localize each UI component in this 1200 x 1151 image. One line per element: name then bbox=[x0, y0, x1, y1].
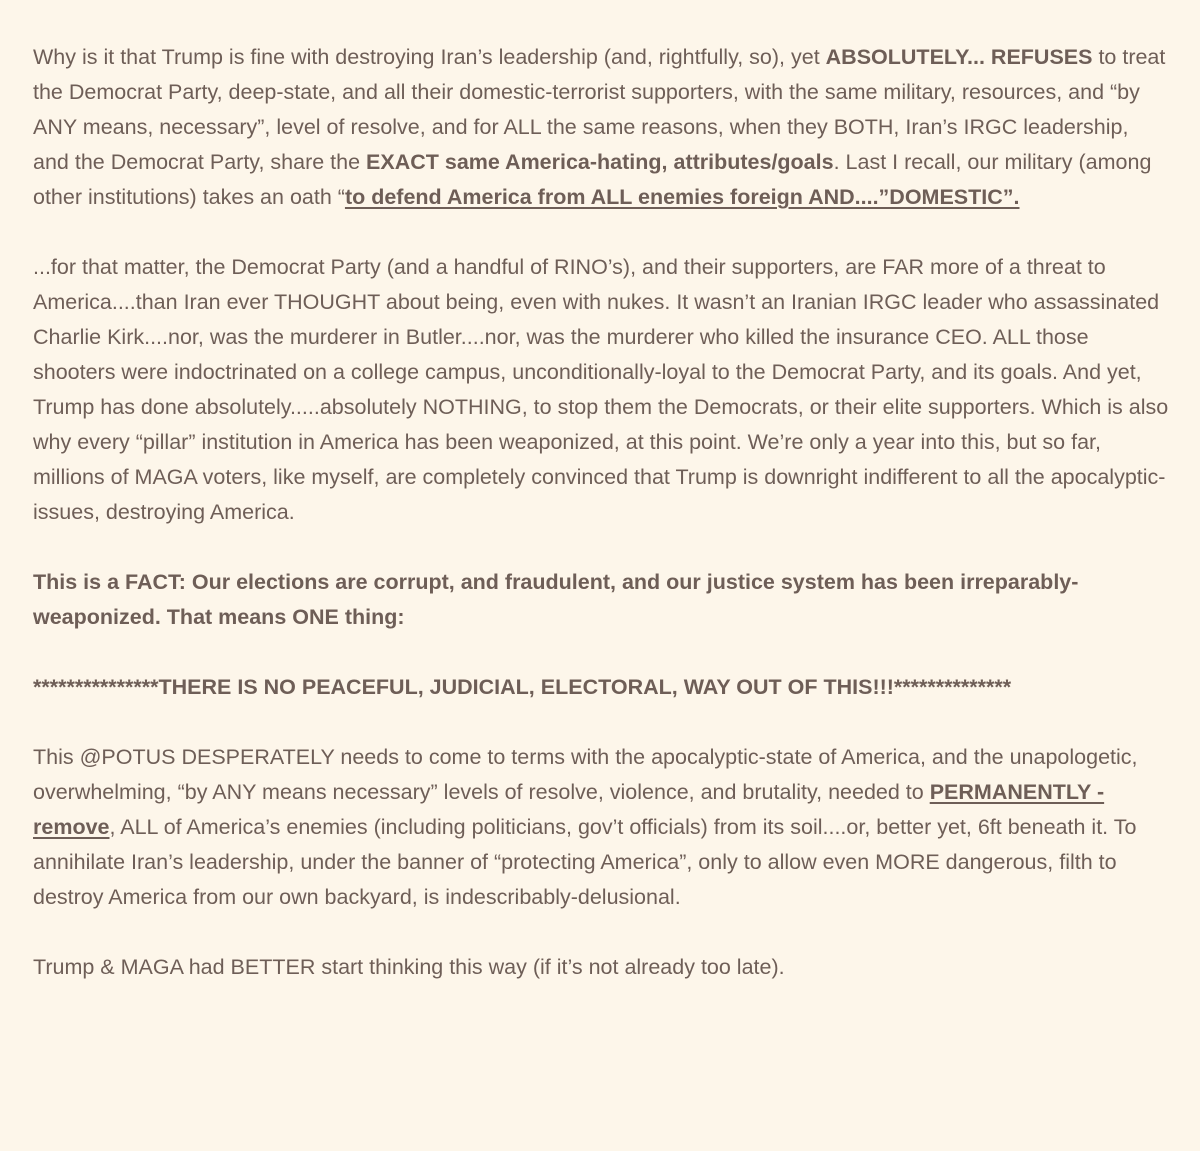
p4-text-2: , ALL of America’s enemies (including politicians, gov’t officials) from its soil....or, better yet, 6ft beneath it. To annihilate Iran’s leadership, under the banner of “protecting America”, only to allow even MORE dangerous, filth to destroy America from our own backyard, is indescribably-delusional. bbox=[33, 815, 1137, 909]
p1-text-1: Why is it that Trump is fine with destroying Iran’s leadership (and, rightfully, so), yet bbox=[33, 45, 826, 69]
p1-quote-open: “ bbox=[337, 185, 345, 209]
p3-bold-text: This is a FACT: Our elections are corrupt, and fraudulent, and our justice system has been irreparably-weaponized. That means ONE thing: bbox=[33, 570, 1079, 629]
paragraph-4 bbox=[33, 740, 1170, 915]
paragraph-2: ...for that matter, the Democrat Party (and a handful of RINO’s), and their supporters, are FAR more of a threat to America....than Iran ever THOUGHT about being, even with nukes. It wasn’t an Iranian IRGC leader who assassinated Charlie Kirk....nor, was the murderer in Butler....nor, was the murderer who killed the insurance CEO. ALL those shooters were indoctrinated on a college campus, unconditionally-loyal to the Democrat Party, and its goals. And yet, Trump has done absolutely.....absolutely NOTHING, to stop them the Democrats, or their elite supporters. Which is also why every “pillar” institution in America has been weaponized, at this point. We’re only a year into this, but so far, millions of MAGA voters, like myself, are completely convinced that Trump is downright indifferent to all the apocalyptic-issues, destroying America. bbox=[33, 255, 1169, 524]
p1-text-3: . Last I recall, our military (among other institutions) takes an oath bbox=[33, 150, 1152, 209]
paragraph-5: Trump & MAGA had BETTER start thinking this way (if it’s not already too late). bbox=[33, 955, 785, 979]
p1-oath-quote: to defend America from ALL enemies foreign AND....”DOMESTIC”. bbox=[344, 185, 1020, 209]
p1-bold-refuses: ABSOLUTELY... REFUSES bbox=[825, 45, 1093, 69]
p1-text-2: to treat the Democrat Party, deep-state, and all their domestic-terrorist supporters, with the same military, resources, and “by ANY means, necessary”, level of resolve, and for ALL the same reasons, when they BOTH, Iran’s IRGC leadership, and the Democrat Party, share the bbox=[33, 45, 1166, 174]
paragraph-1 bbox=[33, 40, 1170, 215]
p1-bold-goals: EXACT same America-hating, attributes/goals bbox=[366, 150, 834, 174]
headline-no-peaceful-way: ***************THERE IS NO PEACEFUL, JUDICIAL, ELECTORAL, WAY OUT OF THIS!!!************** bbox=[33, 675, 1012, 699]
p4-text-1: This @POTUS DESPERATELY needs to come to terms with the apocalyptic-state of America, and the unapologetic, overwhelming, “by ANY means necessary” levels of resolve, violence, and brutality, needed to bbox=[33, 745, 1138, 804]
paragraph-3 bbox=[33, 565, 1170, 635]
p4-bold-permanently-remove: PERMANENTLY -remove bbox=[33, 780, 1105, 839]
